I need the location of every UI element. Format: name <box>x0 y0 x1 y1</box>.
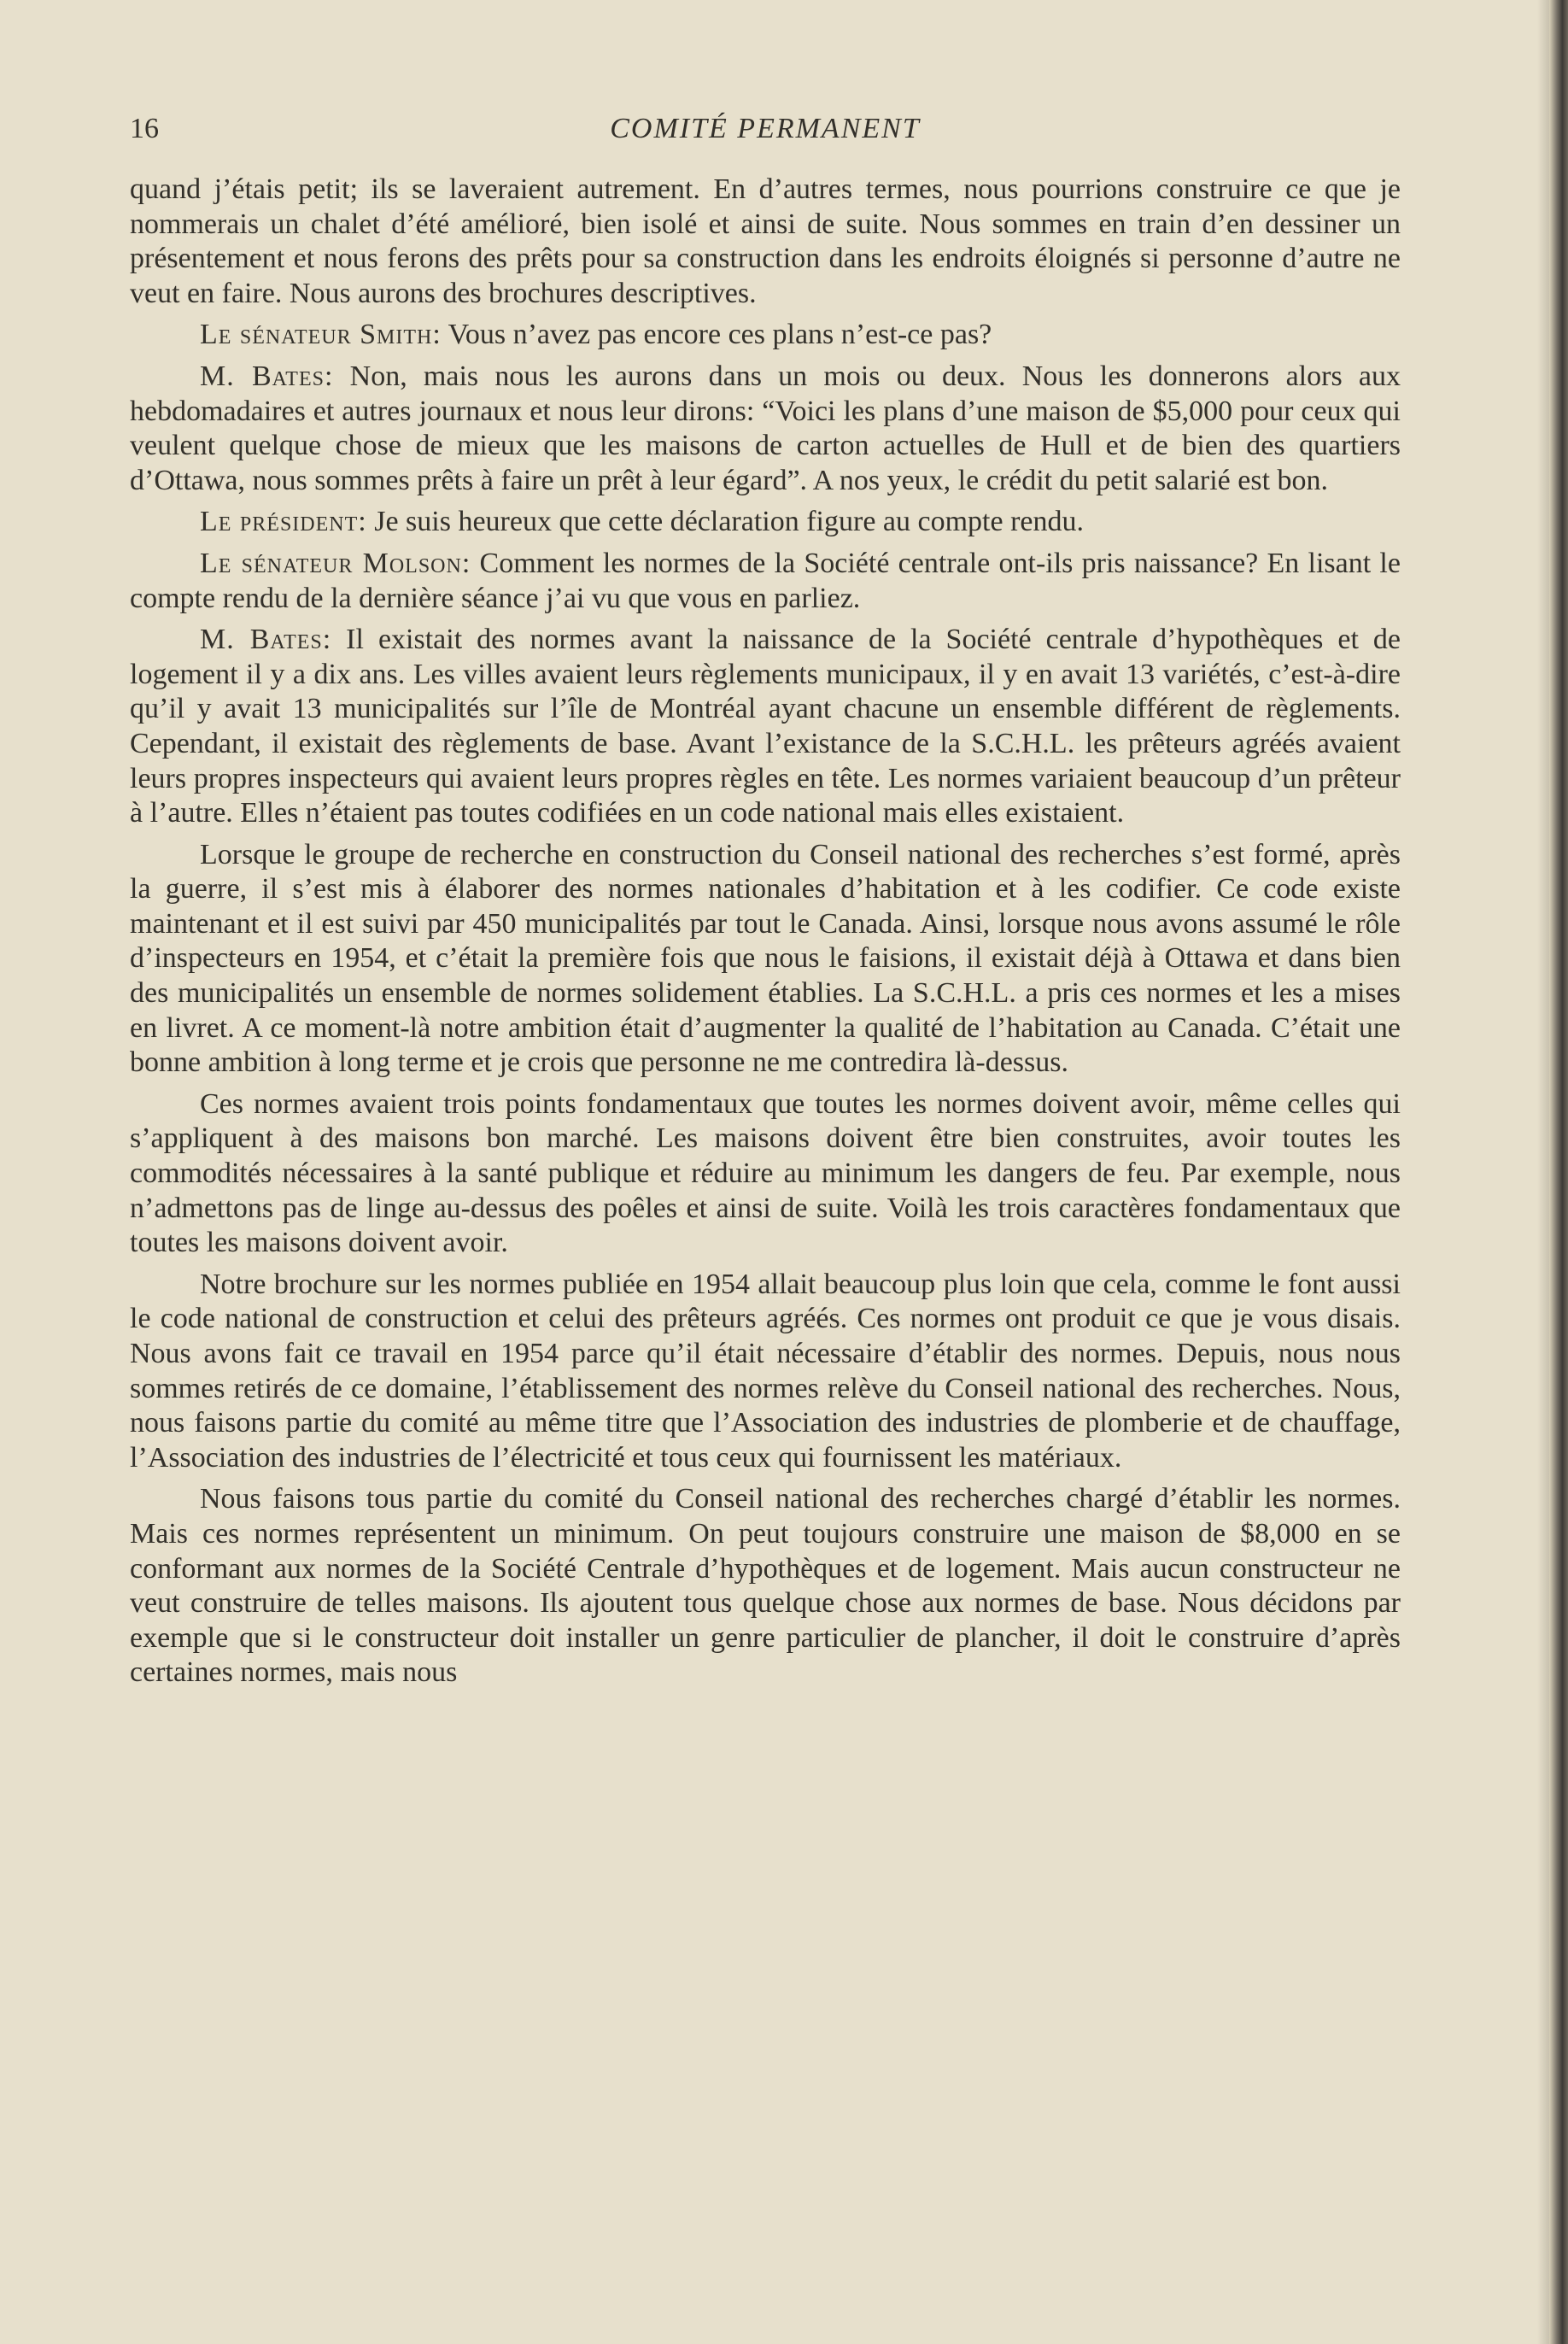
paragraph-text: Lorsque le groupe de recherche en construction du Conseil national des recherches s’est formé, après la guerre, il s’est mis à élaborer des normes nationales d’habitation et à les codifier. Ce code existe maintenant et il est suivi par 450 municipalités par tout le Canada. Ainsi, lorsque nous avons assumé le rôle d’inspecteurs en 1954, et c’était la première fois que nous le faisions, il existait déjà à Ottawa et dans bien des municipalités un ensemble de normes solidement établies. La S.C.H.L. a pris ces normes et les a mises en livret. A ce moment-là notre ambition était d’augmenter la qualité de l’habitation au Canada. C’était une bonne ambition à long terme et je crois que personne ne me contredira là-dessus. <box>130 838 1401 1079</box>
paragraph <box>130 547 1401 616</box>
paragraph-text: Vous n’avez pas encore ces plans n’est-ce pas? <box>441 319 992 351</box>
paragraph <box>130 505 1401 540</box>
paragraph <box>130 318 1401 353</box>
paragraph <box>130 360 1401 498</box>
text-body <box>130 173 1401 1697</box>
paragraph <box>130 1268 1401 1476</box>
paragraph <box>130 623 1401 831</box>
paragraph-text: Notre brochure sur les normes publiée en 1954 allait beaucoup plus loin que cela, comme le font aussi le code national de construction et celui des prêteurs agréés. Ces normes ont produit ce que je vous disais. Nous avons fait ce travail en 1954 parce qu’il était nécessaire d’établir des normes. Depuis, nous nous sommes retirés de ce domaine, l’établissement des normes relève du Conseil national des recherches. Nous, nous faisons partie du comité au même titre que l’Association des industries de plomberie et de chauffage, l’Association des industries de l’électricité et tous ceux qui fournissent les matériaux. <box>130 1268 1401 1474</box>
paragraph-text: Nous faisons tous partie du comité du Conseil national des recherches chargé d’établir les normes. Mais ces normes représentent un minimum. On peut toujours construire une maison de $8,000 en se conformant aux normes de la Société Centrale d’hypothèques et de logement. Mais aucun constructeur ne veut construire de telles maisons. Ils ajoutent tous quelque chose aux normes de base. Nous décidons par exemple que si le constructeur doit installer un genre particulier de plancher, il doit le construire d’après certaines normes, mais nous <box>130 1483 1401 1689</box>
paragraph-text: quand j’étais petit; ils se laveraient autrement. En d’autres termes, nous pourrions construire ce que je nommerais un chalet d’été amélioré, bien isolé et ainsi de suite. Nous sommes en train d’en dessiner un présentement et nous ferons des prêts pour sa construction dans les endroits éloignés si personne d’autre ne veut en faire. Nous aurons des brochures descriptives. <box>130 173 1401 309</box>
paragraph-text: Comment les normes de la Société centrale ont-ils pris naissance? En lisant le compte rendu de la dernière séance j’ai vu que vous en parliez. <box>130 547 1401 614</box>
paragraph-text: Ces normes avaient trois points fondamentaux que toutes les normes doivent avoir, même celles qui s’appliquent à des maisons bon marché. Les maisons doivent être bien construites, avoir toutes les commodités nécessaires à la santé publique et réduire au minimum les dangers de feu. Par exemple, nous n’admettons pas de linge au-dessus des poêles et ainsi de suite. Voilà les trois caractères fondamentaux que toutes les maisons doivent avoir. <box>130 1087 1401 1259</box>
paragraph-text: Non, mais nous les aurons dans un mois ou deux. Nous les donnerons alors aux hebdomadaires et autres journaux et nous leur dirons: “Voici les plans d’une maison de $5,000 pour ceux qui veulent quelque chose de mieux que les maisons de carton actuelles de Hull et de bien des quartiers d’Ottawa, nous sommes prêts à faire un prêt à leur égard”. A nos yeux, le crédit du petit salarié est bon. <box>130 360 1401 496</box>
paragraph <box>130 173 1401 311</box>
speaker-label: Le président: <box>200 506 367 538</box>
paragraph-text: Je suis heureux que cette déclaration figure au compte rendu. <box>366 506 1084 538</box>
speaker-label: Le sénateur Smith: <box>200 319 442 351</box>
running-head: COMITÉ PERMANENT <box>610 113 921 144</box>
paragraph <box>130 1087 1401 1261</box>
paragraph <box>130 838 1401 1081</box>
page-header <box>130 108 1401 150</box>
speaker-label: Le sénateur Molson: <box>200 547 471 579</box>
page-edge <box>1549 0 1568 2344</box>
speaker-label: M. Bates: <box>200 360 334 392</box>
speaker-label: M. Bates: <box>200 624 332 656</box>
page-edge-shadow <box>1537 0 1549 2344</box>
paragraph <box>130 1482 1401 1691</box>
paragraph-text: Il existait des normes avant la naissance de la Société centrale d’hypothèques et de logement il y a dix ans. Les villes avaient leurs règlements municipaux, il y en avait 13 variétés, c’est-à-dire qu’il y avait 13 municipalités sur l’île de Montréal ayant chacune un ensemble différent de règlements. Cependant, il existait des règlements de base. Avant l’existance de la S.C.H.L. les prêteurs agréés avaient leurs propres inspecteurs qui avaient leurs propres règles en tête. Les normes variaient beaucoup d’un prêteur à l’autre. Elles n’étaient pas toutes codifiées en un code national mais elles existaient. <box>130 624 1401 829</box>
page-number: 16 <box>130 113 159 144</box>
